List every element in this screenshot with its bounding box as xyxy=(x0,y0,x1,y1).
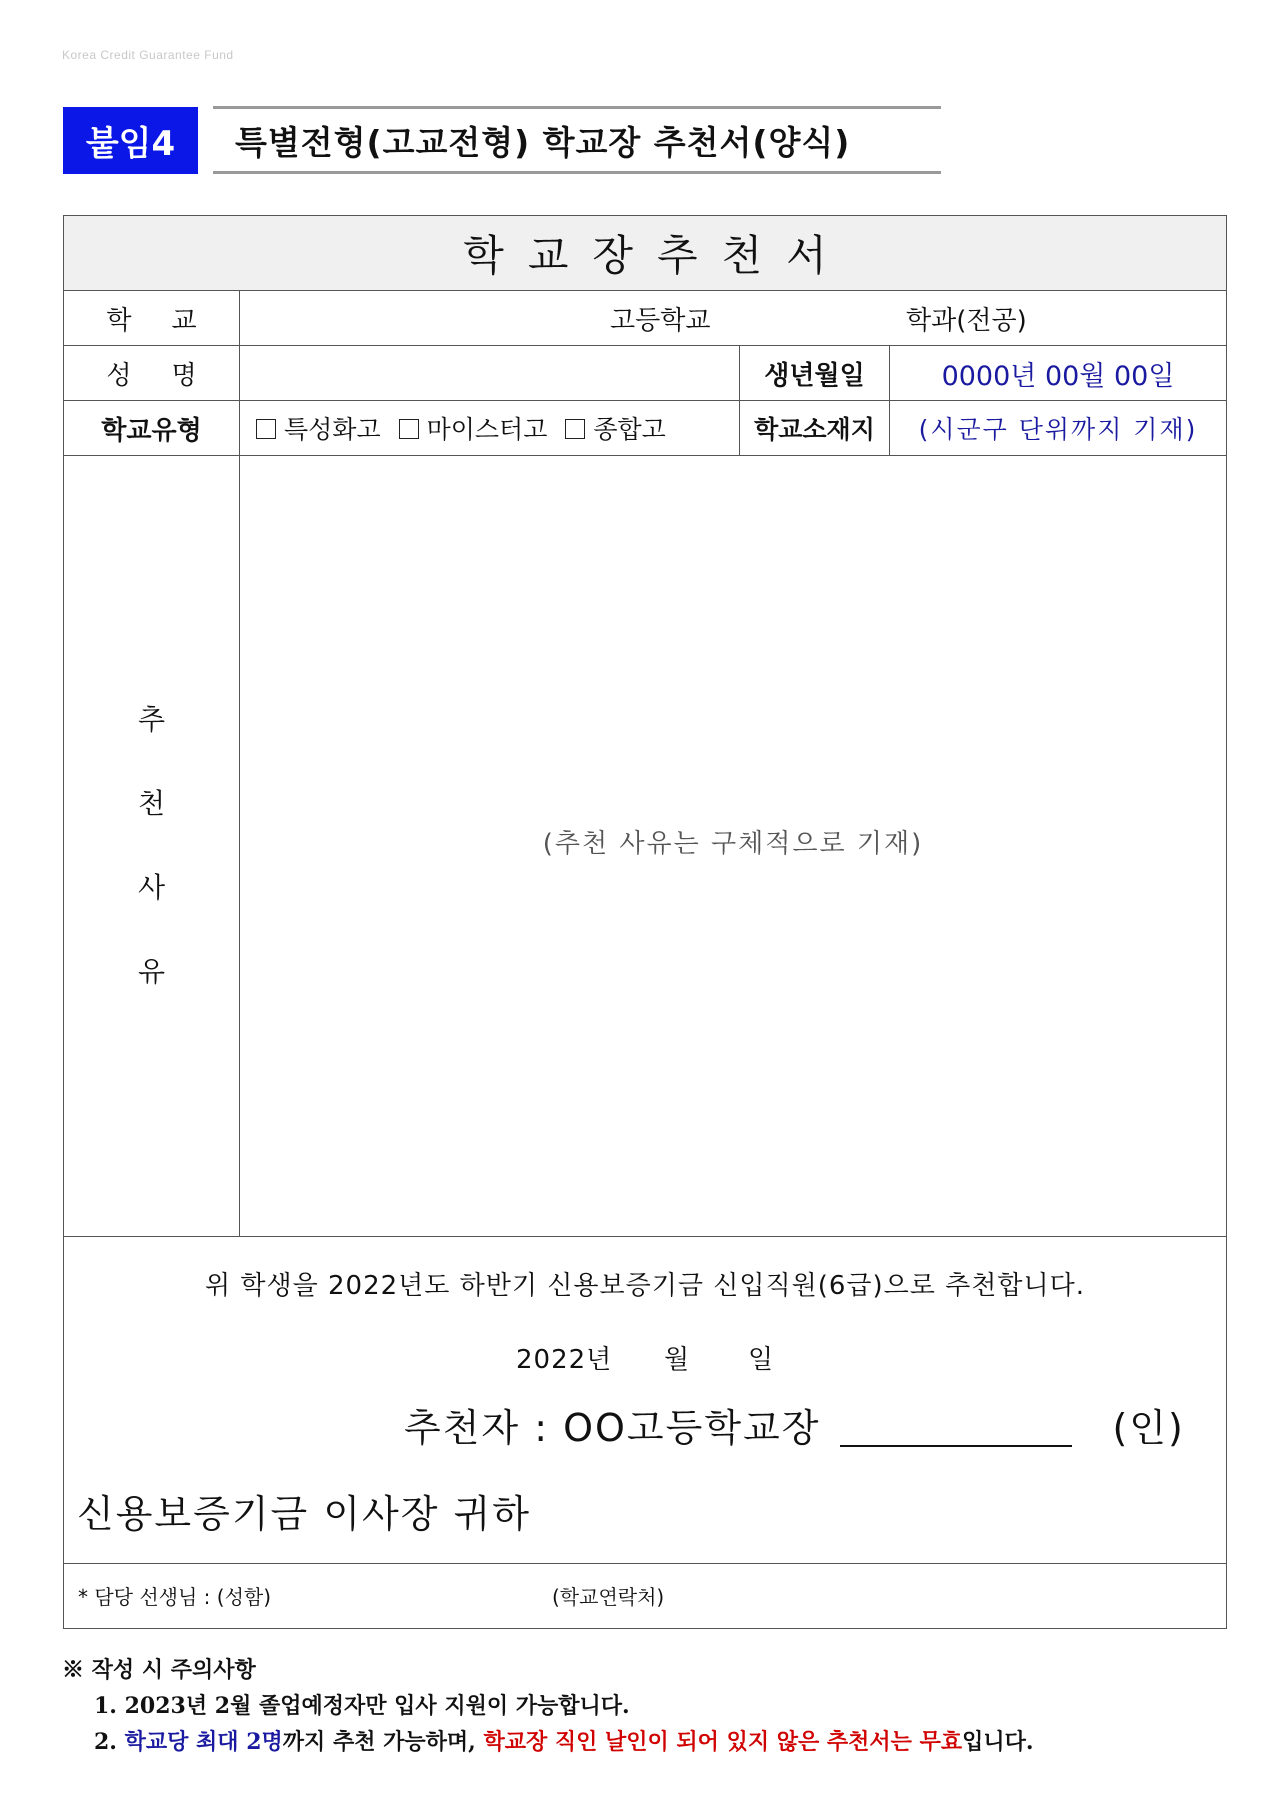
type-option-comprehensive[interactable]: 종합고 xyxy=(565,410,665,446)
name-row xyxy=(64,346,1226,401)
type-option-specialized[interactable]: 특성화고 xyxy=(256,410,381,446)
type-label: 학교유형 xyxy=(101,415,202,446)
recommendation-block xyxy=(64,1237,1226,1564)
document-title xyxy=(213,106,941,174)
form-title: 학교장추천서 xyxy=(64,216,1226,291)
reason-label-char: 사 xyxy=(137,871,166,904)
notes-section xyxy=(62,1652,1034,1760)
checkbox-icon[interactable] xyxy=(256,419,276,439)
attachment-badge: 붙임4 xyxy=(63,107,198,174)
location-label: 학교소재지 xyxy=(739,401,889,455)
birth-label: 생년월일 xyxy=(739,346,889,400)
school-label: 학교 xyxy=(106,305,237,336)
name-label: 성명 xyxy=(106,360,237,391)
recommender-text: 추천자 : OO고등학교장 xyxy=(404,1406,821,1450)
notes-heading: ※ 작성 시 주의사항 xyxy=(62,1657,256,1683)
reason-label-char: 추 xyxy=(137,703,166,736)
reason-row xyxy=(64,456,1226,1237)
location-field[interactable]: (시군구 단위까지 기재) xyxy=(889,401,1226,455)
brand-watermark: Korea Credit Guarantee Fund xyxy=(62,48,234,62)
checkbox-icon[interactable] xyxy=(399,419,419,439)
reason-label-char: 천 xyxy=(137,787,166,820)
recommender-line xyxy=(404,1397,1185,1452)
dept-suffix: 학과(전공) xyxy=(906,305,1027,336)
note-item-1: 1. 2023년 2월 졸업예정자만 입사 지원이 가능합니다. xyxy=(94,1693,630,1719)
type-options xyxy=(239,401,739,455)
name-field[interactable] xyxy=(239,346,739,400)
contact-teacher: * 담당 선생님 : (성함) xyxy=(78,1585,272,1609)
type-row xyxy=(64,401,1226,456)
note-item-2: 2. 학교당 최대 2명까지 추천 가능하며, 학교장 직인 날인이 되어 있지 않은 추천서는 무효입니다. xyxy=(94,1729,1034,1755)
school-suffix: 고등학교 xyxy=(610,305,711,336)
date-month: 월 xyxy=(664,1345,691,1375)
addressee: 신용보증기금 이사장 귀하 xyxy=(77,1492,531,1536)
document-title-text: 특별전형(고교전형) 학교장 추천서(양식) xyxy=(235,122,851,162)
recommendation-form xyxy=(63,215,1227,1629)
recommend-sentence: 위 학생을 2022년도 하반기 신용보증기금 신입직원(6급)으로 추천합니다. xyxy=(205,1271,1085,1301)
note-highlight-red: 학교장 직인 날인이 되어 있지 않은 추천서는 무효 xyxy=(483,1729,963,1755)
note-highlight-blue: 학교당 최대 2명 xyxy=(124,1729,283,1755)
contact-school: (학교연락처) xyxy=(552,1585,665,1609)
date-year: 2022년 xyxy=(516,1345,613,1375)
date-day: 일 xyxy=(748,1345,775,1375)
reason-label xyxy=(64,456,239,1236)
school-field[interactable] xyxy=(239,291,1226,345)
type-option-meister[interactable]: 마이스터고 xyxy=(399,410,548,446)
school-row xyxy=(64,291,1226,346)
contact-row xyxy=(64,1564,1226,1627)
reason-label-char: 유 xyxy=(137,955,166,988)
reason-field[interactable]: (추천 사유는 구체적으로 기재) xyxy=(239,456,1226,1236)
birth-field[interactable]: 0000년 00월 00일 xyxy=(889,346,1226,400)
seal-mark: (인) xyxy=(1112,1406,1185,1450)
checkbox-icon[interactable] xyxy=(565,419,585,439)
signature-line[interactable] xyxy=(840,1445,1072,1447)
